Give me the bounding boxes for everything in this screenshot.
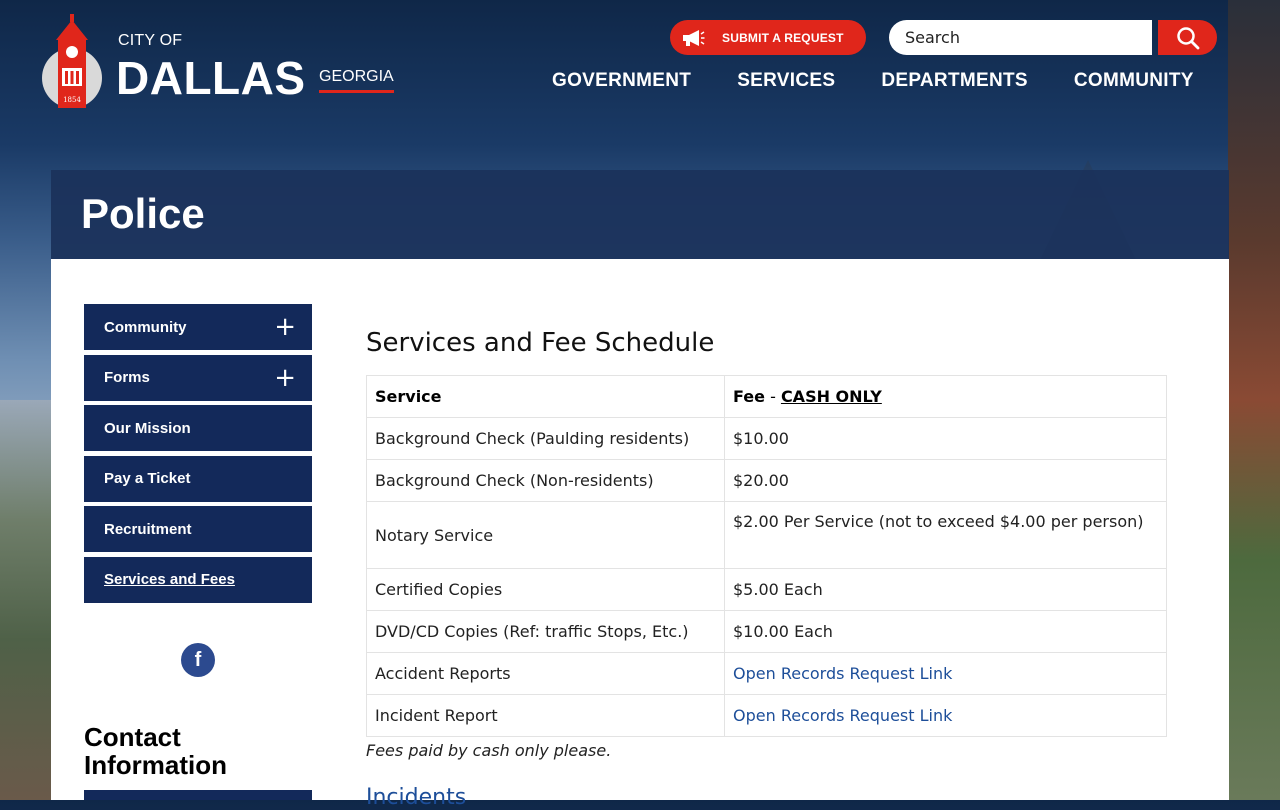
- megaphone-icon: [680, 28, 706, 48]
- header-fee-label: Fee: [733, 387, 765, 406]
- cash-only-label: CASH ONLY: [780, 387, 882, 406]
- open-records-request-link[interactable]: Open Records Request Link: [733, 706, 953, 725]
- facebook-icon[interactable]: f: [181, 643, 215, 677]
- sidebar-item-forms[interactable]: [84, 355, 312, 401]
- nav-community[interactable]: COMMUNITY: [1073, 70, 1194, 91]
- search-icon: [1176, 26, 1200, 50]
- fee-cell: $20.00: [725, 460, 1167, 502]
- content-panel: [51, 259, 1229, 810]
- table-header-row: [367, 376, 1167, 418]
- background-left: [0, 400, 52, 800]
- sidebar-item-label: Forms: [104, 369, 150, 386]
- contact-bar: [84, 790, 312, 800]
- submit-request-button[interactable]: [670, 20, 866, 55]
- section-heading: Services and Fee Schedule: [366, 328, 715, 358]
- service-cell: Background Check (Paulding residents): [367, 418, 725, 460]
- main-nav: [552, 70, 1194, 92]
- table-row: [367, 460, 1167, 502]
- fee-cell: $10.00 Each: [725, 611, 1167, 653]
- fee-cell: $10.00: [725, 418, 1167, 460]
- sidebar-item-label: Recruitment: [104, 520, 192, 538]
- nav-services[interactable]: SERVICES: [737, 70, 836, 91]
- sidebar-item-recruitment[interactable]: [84, 506, 312, 552]
- service-cell: Certified Copies: [367, 569, 725, 611]
- search-input[interactable]: [889, 20, 1152, 55]
- sidebar-item-community[interactable]: [84, 304, 312, 350]
- fee-cell: $5.00 Each: [725, 569, 1167, 611]
- incidents-heading: Incidents: [366, 785, 467, 810]
- header-fee-sep: -: [764, 387, 781, 406]
- service-cell: DVD/CD Copies (Ref: traffic Stops, Etc.): [367, 611, 725, 653]
- state-label: GEORGIA: [319, 68, 394, 93]
- table-row: [367, 611, 1167, 653]
- expand-plus-icon[interactable]: +: [274, 312, 296, 342]
- clock-tower-icon: [40, 14, 104, 112]
- city-of-label: CITY OF: [118, 32, 183, 49]
- sidebar-item-label: Our Mission: [104, 419, 191, 437]
- service-cell: Accident Reports: [367, 653, 725, 695]
- sidebar-item-label: Services and Fees: [104, 571, 235, 588]
- open-records-request-link[interactable]: Open Records Request Link: [733, 664, 953, 683]
- fee-table: [366, 375, 1167, 737]
- fee-note: Fees paid by cash only please.: [366, 741, 612, 760]
- page-title-banner: [51, 170, 1229, 259]
- header-service: Service: [367, 376, 725, 418]
- city-name[interactable]: DALLAS: [116, 52, 306, 104]
- background-right: [1228, 0, 1280, 800]
- sidebar-item-pay-a-ticket[interactable]: [84, 456, 312, 502]
- table-row: [367, 418, 1167, 460]
- table-row: [367, 502, 1167, 569]
- expand-plus-icon[interactable]: +: [274, 362, 296, 393]
- table-row: [367, 695, 1167, 737]
- service-cell: Incident Report: [367, 695, 725, 737]
- sidebar-item-services-and-fees[interactable]: [84, 557, 312, 603]
- main-content: [366, 325, 1166, 760]
- header-fee: [725, 376, 1167, 418]
- city-logo[interactable]: [40, 14, 104, 112]
- search-button[interactable]: [1158, 20, 1217, 55]
- sidebar-nav: [84, 304, 312, 607]
- service-cell: Notary Service: [367, 502, 725, 569]
- fee-cell: [725, 695, 1167, 737]
- submit-request-label: SUBMIT A REQUEST: [722, 30, 844, 45]
- nav-government[interactable]: GOVERNMENT: [552, 70, 692, 91]
- table-row: [367, 569, 1167, 611]
- fee-cell: $2.00 Per Service (not to exceed $4.00 per person): [725, 502, 1167, 569]
- sidebar-item-label: Pay a Ticket: [104, 470, 191, 487]
- service-cell: Background Check (Non-residents): [367, 460, 725, 502]
- logo-year: 1854: [63, 96, 81, 104]
- contact-information-heading: Contact Information: [84, 722, 227, 780]
- sidebar-item-label: Community: [104, 318, 187, 336]
- sidebar-item-our-mission[interactable]: [84, 405, 312, 451]
- page-title: Police: [81, 190, 205, 237]
- table-row: [367, 653, 1167, 695]
- nav-departments[interactable]: DEPARTMENTS: [881, 70, 1028, 91]
- fee-cell: [725, 653, 1167, 695]
